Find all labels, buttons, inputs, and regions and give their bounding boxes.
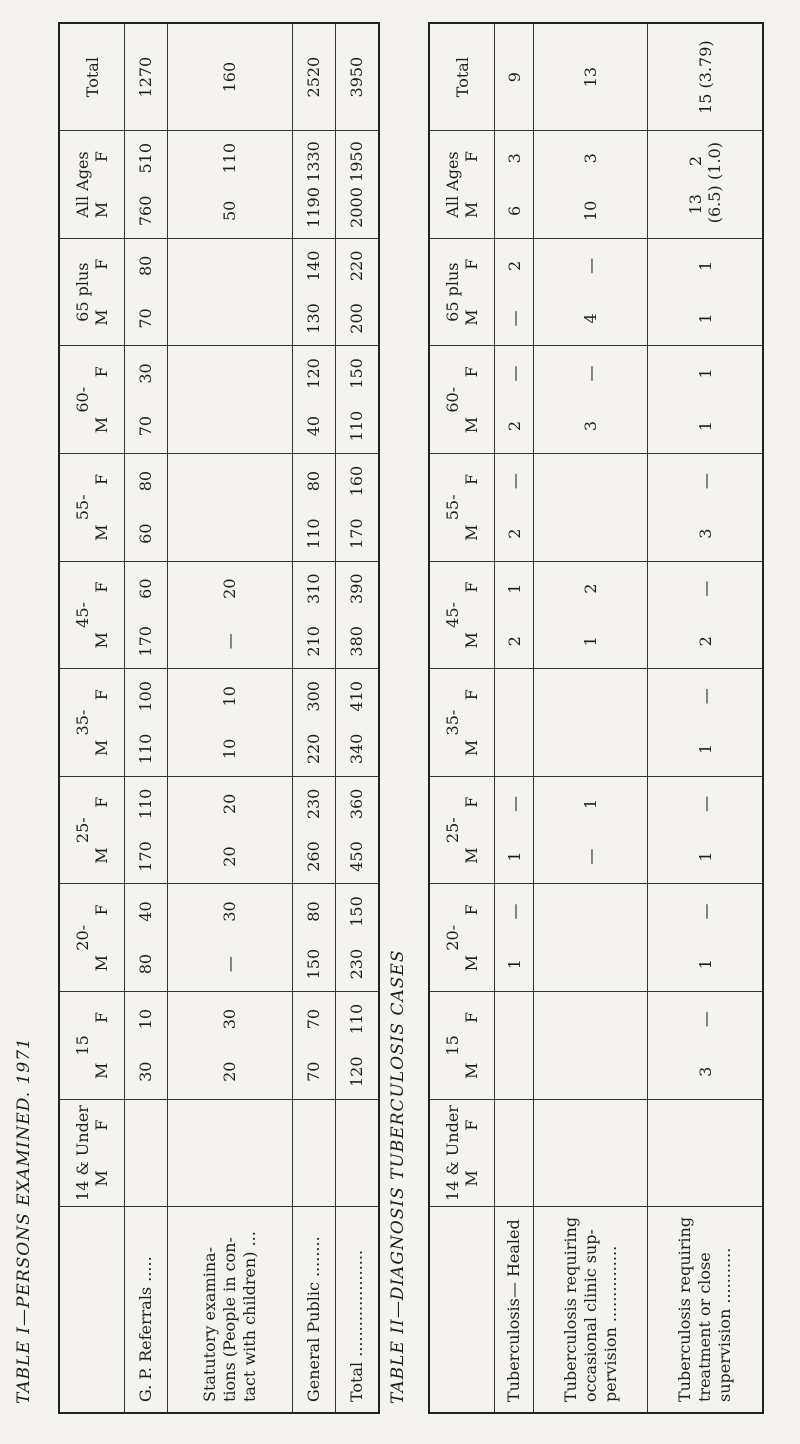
data-cell (292, 238, 335, 346)
age-group-header (59, 131, 125, 239)
header-blank (59, 1207, 125, 1413)
data-cell (495, 669, 534, 777)
male-value: 13 (6.5) (686, 185, 725, 224)
male-value: 70 (136, 415, 156, 437)
female-label: F (462, 366, 481, 378)
data-cell (648, 992, 763, 1100)
age-group-header (59, 238, 125, 346)
female-value: 60 (136, 578, 156, 599)
female-value: 1330 (304, 141, 324, 182)
male-value: 60 (136, 523, 156, 544)
data-cell (125, 346, 168, 454)
male-label: M (92, 1062, 111, 1079)
male-value: 120 (347, 1056, 367, 1087)
data-cell (495, 884, 534, 992)
male-label: M (462, 954, 481, 972)
female-label: F (92, 904, 111, 916)
female-value: — (581, 257, 601, 274)
male-value: 70 (136, 308, 156, 329)
male-value: 2 (504, 636, 524, 647)
female-value: 1 (695, 368, 715, 379)
data-cell (167, 561, 292, 669)
male-value: 380 (347, 626, 367, 657)
age-group-header (59, 454, 125, 562)
age-group-label: 14 & Under (73, 1105, 92, 1201)
age-group-header (59, 1099, 125, 1207)
age-group-label: 35- (443, 709, 462, 736)
female-value: 2 (581, 583, 601, 594)
data-cell (167, 131, 292, 239)
male-value: 10 (581, 200, 601, 222)
data-cell (534, 131, 648, 239)
age-group-label: 25- (443, 817, 462, 844)
data-cell (335, 561, 379, 669)
male-value: 1 (504, 851, 524, 862)
female-label: F (462, 473, 481, 485)
female-value: 10 (220, 686, 240, 707)
female-value: 310 (304, 573, 324, 604)
male-value: 3 (695, 1066, 715, 1077)
male-value: 2 (504, 420, 524, 432)
data-cell (495, 131, 534, 239)
male-value: 1 (504, 959, 524, 970)
female-value: 410 (347, 681, 367, 712)
data-cell (167, 346, 292, 454)
data-cell (167, 1099, 292, 1207)
header-row (429, 23, 495, 1413)
male-label: M (92, 416, 111, 434)
data-cell (125, 884, 168, 992)
female-value: 10 (136, 1008, 156, 1030)
age-group-label: 15 (73, 1035, 92, 1056)
table-row (335, 23, 379, 1413)
table-row (495, 23, 534, 1413)
data-cell (534, 346, 648, 454)
data-cell (648, 561, 763, 669)
data-cell (292, 131, 335, 239)
male-value: 50 (220, 200, 240, 222)
data-cell (335, 1099, 379, 1207)
male-value: 1190 (304, 187, 324, 228)
data-cell (292, 1099, 335, 1207)
data-cell (125, 454, 168, 562)
age-group-header (429, 238, 495, 346)
row-label: Tuberculosis requiring occasional clinic sup-pervision ............... (534, 1207, 648, 1413)
row-label: Tuberculosis— Healed (495, 1207, 534, 1413)
age-group-label: 14 & Under (443, 1105, 462, 1201)
data-cell (335, 669, 379, 777)
row-label: Tuberculosis requiring treatment or close supervision ........... (648, 1207, 763, 1413)
male-value: 260 (304, 841, 324, 872)
male-label: M (92, 309, 111, 326)
data-cell (335, 131, 379, 239)
female-label: F (92, 1011, 111, 1024)
female-value: 80 (136, 470, 156, 492)
male-value: 2 (695, 636, 715, 647)
female-value: 230 (304, 788, 324, 820)
data-cell (534, 992, 648, 1100)
male-value: 30 (136, 1061, 156, 1082)
male-value: 170 (136, 626, 156, 657)
female-label: F (462, 581, 481, 593)
data-cell (648, 346, 763, 454)
male-value: 210 (304, 626, 324, 657)
table-row (125, 23, 168, 1413)
age-group-header (59, 776, 125, 884)
data-cell (495, 1099, 534, 1207)
female-value: — (695, 580, 715, 597)
data-cell (648, 131, 763, 239)
female-value: 510 (136, 142, 156, 174)
row-label: General Public ........ (292, 1207, 335, 1413)
data-cell (648, 776, 763, 884)
data-cell (335, 346, 379, 454)
age-group-label: 60- (73, 386, 92, 413)
table1-caption: TABLE I—PERSONS EXAMINED. 1971 (14, 1037, 34, 1404)
female-value: 40 (136, 901, 156, 922)
female-label: F (462, 1011, 481, 1024)
male-value: 150 (304, 948, 324, 980)
female-value: 1 (581, 798, 601, 809)
male-label: M (462, 1170, 481, 1187)
female-value: 80 (304, 470, 324, 492)
male-value: 10 (220, 738, 240, 760)
age-group-label: 35- (73, 709, 92, 736)
male-label: M (462, 632, 481, 649)
female-label: F (462, 258, 481, 270)
persons-examined-table (58, 22, 380, 1414)
data-cell (125, 776, 168, 884)
age-group-label: 45- (73, 602, 92, 628)
male-label: M (462, 524, 481, 541)
female-label: F (92, 151, 111, 163)
female-label: F (92, 581, 111, 593)
male-label: M (92, 201, 111, 219)
data-cell (534, 776, 648, 884)
age-group-header (59, 992, 125, 1100)
total-header: Total (59, 23, 125, 131)
male-label: M (92, 739, 111, 757)
female-label: F (92, 473, 111, 485)
data-cell (125, 669, 168, 777)
female-value: 390 (347, 573, 367, 604)
data-cell (125, 561, 168, 669)
data-cell (495, 238, 534, 346)
total-value: 2520 (292, 23, 335, 131)
male-value: 3 (581, 420, 601, 432)
tuberculosis-cases-table (428, 22, 764, 1414)
female-label: F (92, 689, 111, 701)
data-cell (648, 238, 763, 346)
male-value: 220 (304, 733, 324, 765)
row-label: Statutory examina-tions (People in con-tact with children) ... (167, 1207, 292, 1413)
total-header: Total (429, 23, 495, 131)
data-cell (167, 992, 292, 1100)
male-label: M (92, 524, 111, 541)
male-value: 1 (695, 420, 715, 432)
age-group-header (59, 884, 125, 992)
male-value: 20 (220, 846, 240, 867)
female-value: 150 (347, 358, 367, 389)
female-value: — (581, 365, 601, 382)
male-value: 3 (695, 528, 715, 539)
age-group-label: 25- (73, 817, 92, 844)
data-cell (335, 454, 379, 562)
total-value: 3950 (335, 23, 379, 131)
female-label: F (462, 904, 481, 916)
data-cell (167, 454, 292, 562)
data-cell (125, 1099, 168, 1207)
female-value: — (695, 688, 715, 705)
male-value: 40 (304, 415, 324, 437)
data-cell (335, 776, 379, 884)
data-cell (534, 884, 648, 992)
age-group-header (429, 1099, 495, 1207)
female-value: 1 (695, 260, 715, 271)
female-label: F (92, 796, 111, 808)
data-cell (648, 1099, 763, 1207)
male-label: M (462, 416, 481, 434)
data-cell (534, 454, 648, 562)
male-label: M (92, 847, 111, 864)
data-cell (534, 238, 648, 346)
female-value: 360 (347, 788, 367, 820)
female-label: F (462, 796, 481, 808)
age-group-header (429, 776, 495, 884)
female-value: 300 (304, 681, 324, 712)
male-value: 2 (504, 528, 524, 539)
total-value: 1270 (125, 23, 168, 131)
male-value: — (581, 848, 601, 865)
header-blank (429, 1207, 495, 1413)
age-group-header (59, 346, 125, 454)
age-group-header (59, 669, 125, 777)
female-value: 30 (220, 1008, 240, 1030)
male-label: M (462, 847, 481, 864)
female-value: 2 (504, 260, 524, 271)
age-group-header (429, 131, 495, 239)
female-value: 160 (347, 465, 367, 497)
female-value: — (504, 795, 524, 812)
female-value: — (695, 473, 715, 490)
male-value: 20 (220, 1061, 240, 1082)
male-value: 110 (304, 518, 324, 549)
male-label: M (462, 739, 481, 757)
male-value: 230 (347, 948, 367, 980)
female-value: 30 (220, 901, 240, 922)
female-label: F (462, 689, 481, 701)
female-value: 80 (136, 255, 156, 277)
female-value: — (695, 795, 715, 812)
data-cell (335, 238, 379, 346)
female-value: 1 (504, 583, 524, 594)
male-label: M (92, 1170, 111, 1187)
female-value: — (695, 1011, 715, 1028)
female-value: 80 (304, 901, 324, 922)
table-row (167, 23, 292, 1413)
male-value: — (220, 956, 240, 973)
male-value: — (220, 633, 240, 650)
data-cell (167, 884, 292, 992)
data-cell (292, 561, 335, 669)
data-cell (125, 992, 168, 1100)
female-value: 3 (504, 153, 524, 164)
data-cell (335, 884, 379, 992)
female-value: — (504, 473, 524, 490)
male-value: 450 (347, 841, 367, 872)
data-cell (495, 776, 534, 884)
female-value: 20 (220, 578, 240, 599)
data-cell (292, 884, 335, 992)
total-value: 160 (167, 23, 292, 131)
female-value: 110 (136, 788, 156, 820)
female-value: — (695, 903, 715, 920)
male-value: 760 (136, 195, 156, 227)
table2-caption: TABLE II—DIAGNOSIS TUBERCULOSIS CASES (388, 949, 408, 1404)
male-value: — (504, 310, 524, 327)
age-group-label: 55- (73, 494, 92, 521)
female-value: 150 (347, 896, 367, 927)
age-group-header (429, 561, 495, 669)
female-label: F (462, 1119, 481, 1131)
data-cell (648, 884, 763, 992)
female-value: 100 (136, 681, 156, 712)
data-cell (534, 1099, 648, 1207)
female-value: — (504, 903, 524, 920)
age-group-label: 60- (443, 386, 462, 413)
male-label: M (92, 954, 111, 972)
male-label: M (462, 309, 481, 326)
female-value: 30 (136, 363, 156, 384)
data-cell (167, 669, 292, 777)
data-cell (335, 992, 379, 1100)
male-value: 2000 (347, 187, 367, 228)
data-cell (125, 238, 168, 346)
age-group-header (429, 346, 495, 454)
age-group-label: 20- (73, 924, 92, 951)
data-cell (648, 669, 763, 777)
male-value: 70 (304, 1061, 324, 1082)
male-value: 1 (581, 636, 601, 647)
male-value: 110 (136, 733, 156, 765)
female-value: 110 (220, 142, 240, 174)
data-cell (495, 992, 534, 1100)
row-label: G. P. Referrals ..... (125, 1207, 168, 1413)
male-label: M (462, 1062, 481, 1079)
age-group-label: 65 plus (443, 262, 462, 322)
data-cell (125, 131, 168, 239)
male-value: 1 (695, 851, 715, 862)
male-value: 200 (347, 303, 367, 334)
female-label: F (462, 151, 481, 163)
total-value: 9 (495, 23, 534, 131)
female-label: F (92, 1119, 111, 1131)
male-value: 1 (695, 959, 715, 970)
female-value: 70 (304, 1008, 324, 1030)
table-row (648, 23, 763, 1413)
female-value: 110 (347, 1003, 367, 1035)
total-value: 13 (534, 23, 648, 131)
data-cell (167, 238, 292, 346)
age-group-header (429, 992, 495, 1100)
female-value: 220 (347, 250, 367, 282)
male-value: 170 (136, 841, 156, 872)
table-row (292, 23, 335, 1413)
female-value: 1950 (347, 141, 367, 182)
age-group-label: 15 (443, 1035, 462, 1056)
age-group-label: 20- (443, 924, 462, 951)
data-cell (292, 992, 335, 1100)
data-cell (292, 776, 335, 884)
header-row (59, 23, 125, 1413)
male-value: 170 (347, 518, 367, 549)
female-label: F (92, 258, 111, 270)
male-value: 6 (504, 205, 524, 216)
age-group-label: 65 plus (73, 262, 92, 322)
age-group-label: All Ages (73, 151, 92, 218)
data-cell (648, 454, 763, 562)
data-cell (534, 669, 648, 777)
male-value: 110 (347, 410, 367, 442)
data-cell (495, 454, 534, 562)
age-group-label: 45- (443, 602, 462, 628)
age-group-header (429, 454, 495, 562)
age-group-header (429, 669, 495, 777)
female-value: 20 (220, 793, 240, 815)
male-value: 80 (136, 953, 156, 975)
data-cell (292, 346, 335, 454)
age-group-header (59, 561, 125, 669)
male-value: 1 (695, 313, 715, 324)
male-value: 130 (304, 303, 324, 334)
age-group-label: 55- (443, 494, 462, 521)
male-label: M (92, 632, 111, 649)
female-value: 2 (1.0) (686, 142, 725, 180)
table-row (534, 23, 648, 1413)
male-value: 1 (695, 743, 715, 754)
female-value: 120 (304, 358, 324, 389)
data-cell (534, 561, 648, 669)
female-value: 140 (304, 250, 324, 282)
male-value: 4 (581, 313, 601, 324)
data-cell (292, 669, 335, 777)
age-group-label: All Ages (443, 151, 462, 218)
male-value: 340 (347, 733, 367, 765)
female-value: 3 (581, 153, 601, 164)
male-label: M (462, 201, 481, 219)
female-value: — (504, 365, 524, 382)
age-group-header (429, 884, 495, 992)
female-label: F (92, 366, 111, 378)
data-cell (292, 454, 335, 562)
data-cell (495, 346, 534, 454)
total-value: 15 (3.79) (648, 23, 763, 131)
data-cell (167, 776, 292, 884)
row-label: Total ..................... (335, 1207, 379, 1413)
data-cell (495, 561, 534, 669)
